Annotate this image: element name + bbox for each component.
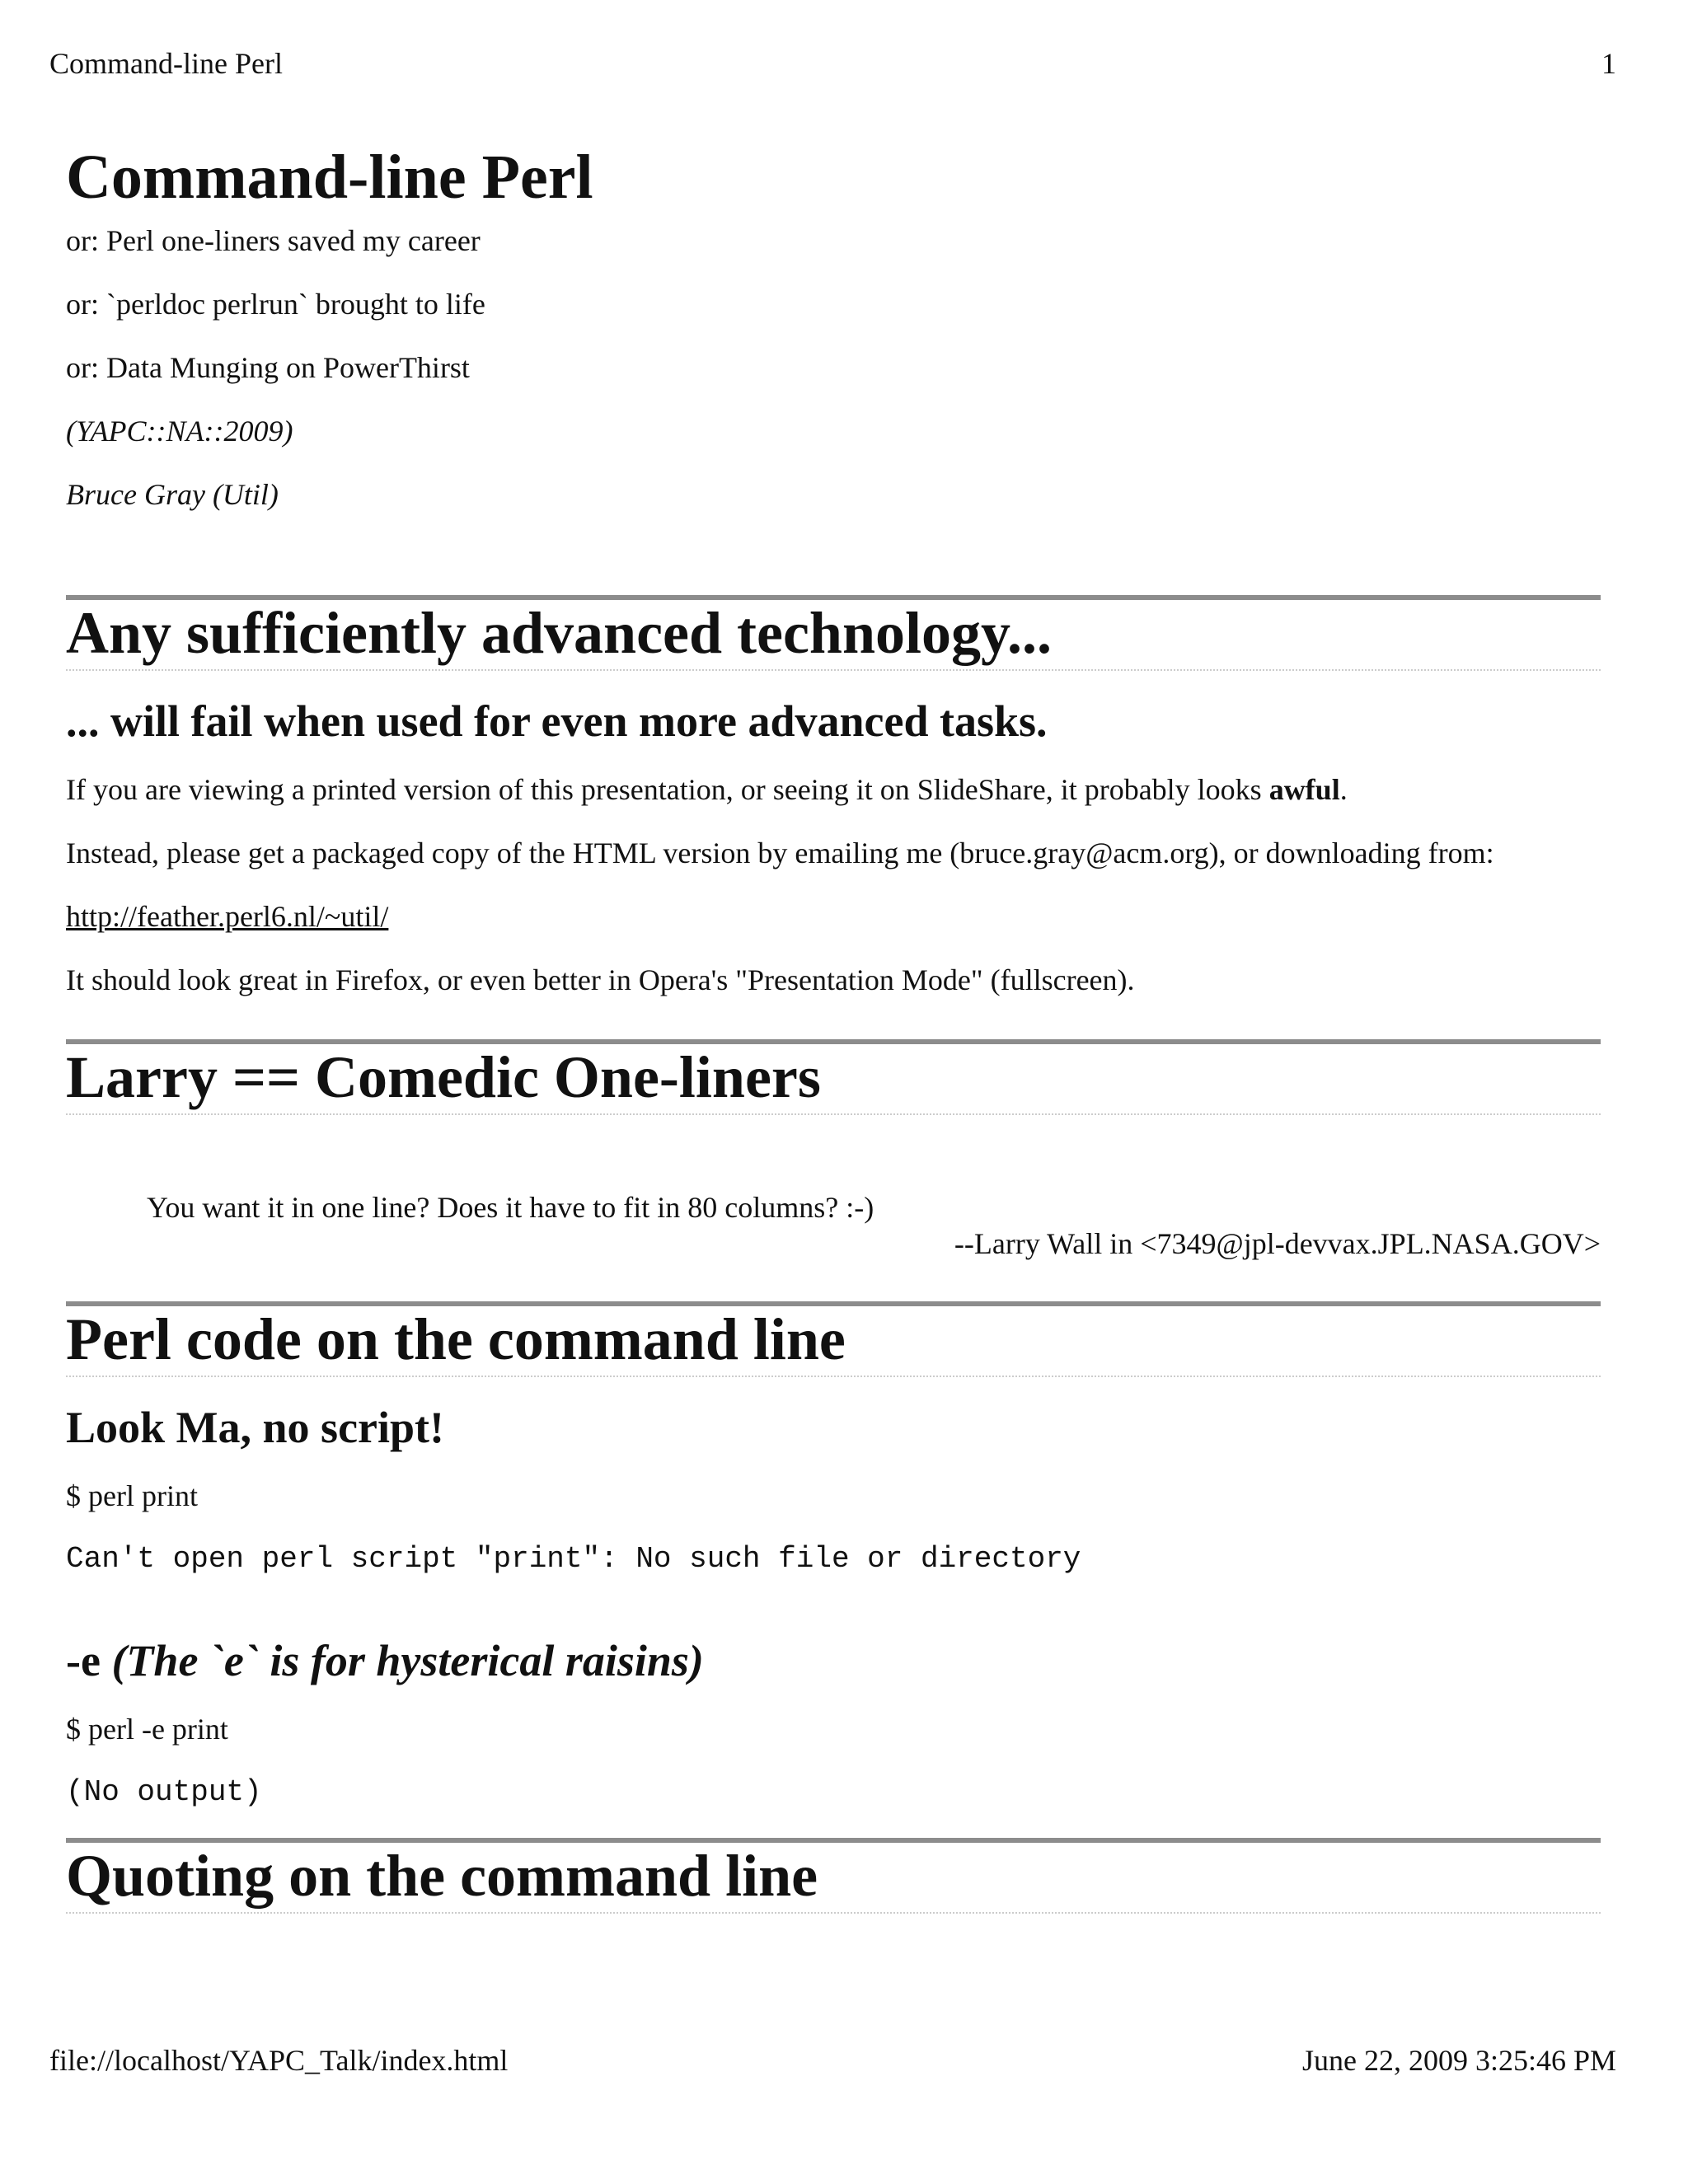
print-header-page-number: 1 <box>1601 47 1616 80</box>
print-header-title: Command-line Perl <box>49 47 283 80</box>
title-slide <box>66 132 1601 513</box>
slide-advanced-technology <box>66 595 1601 998</box>
slide-perl-code <box>66 1301 1601 1811</box>
note-bold-word: awful <box>1268 773 1340 806</box>
slide-heading: Perl code on the command line <box>66 1306 1601 1377</box>
slide-subheading: Look Ma, no script! <box>66 1403 444 1452</box>
printed-version-note <box>66 771 1601 808</box>
note-text: If you are viewing a printed version of this presentation, or seeing it on SlideShare, it probably looks <box>66 773 1269 806</box>
slide-larry-one-liners <box>66 1039 1601 1262</box>
browser-note: It should look great in Firefox, or even better in Opera's "Presentation Mode" (fullscreen). <box>66 963 1135 996</box>
subtitle-1: or: Perl one-liners saved my career <box>66 224 481 257</box>
download-link-paragraph <box>66 898 1601 935</box>
document-content <box>66 132 1601 1996</box>
e-flag-explanation: (The `e` is for hysterical raisins) <box>111 1636 704 1685</box>
e-flag: -e <box>66 1636 112 1685</box>
slide-quoting <box>66 1838 1601 1914</box>
command-example-2: $ perl -e print <box>66 1713 228 1746</box>
command-example-1: $ perl print <box>66 1479 198 1512</box>
command-output-1: Can't open perl script "print": No such file or directory <box>66 1542 1081 1576</box>
slide-heading: Larry == Comedic One-liners <box>66 1044 1601 1115</box>
event-name: (YAPC::NA::2009) <box>66 415 293 448</box>
download-link[interactable]: http://feather.perl6.nl/~util/ <box>66 900 389 933</box>
slide-subheading: ... will fail when used for even more advanced tasks. <box>66 696 1048 746</box>
command-output-2: (No output) <box>66 1775 262 1809</box>
print-footer-url: file://localhost/YAPC_Talk/index.html <box>49 2044 509 2077</box>
slide-heading-cut-off: Quoting on the command line <box>66 1843 1601 1914</box>
larry-quote: You want it in one line? Does it have to fit in 80 columns? :-) <box>147 1191 874 1224</box>
author-name: Bruce Gray (Util) <box>66 478 279 511</box>
subtitle-2: or: `perldoc perlrun` brought to life <box>66 288 485 321</box>
download-instructions: Instead, please get a packaged copy of the HTML version by emailing me (bruce.gray@acm.org), or downloading from: <box>66 837 1494 869</box>
slide-heading: Any sufficiently advanced technology... <box>66 600 1601 671</box>
page-title: Command-line Perl <box>66 143 593 212</box>
note-period: . <box>1339 773 1348 806</box>
subtitle-3: or: Data Munging on PowerThirst <box>66 351 470 384</box>
quote-attribution: --Larry Wall in <7349@jpl-devvax.JPL.NASA.GOV> <box>954 1227 1601 1260</box>
print-footer-timestamp: June 22, 2009 3:25:46 PM <box>1301 2044 1616 2077</box>
slide-subheading-e-flag <box>66 1635 1601 1686</box>
